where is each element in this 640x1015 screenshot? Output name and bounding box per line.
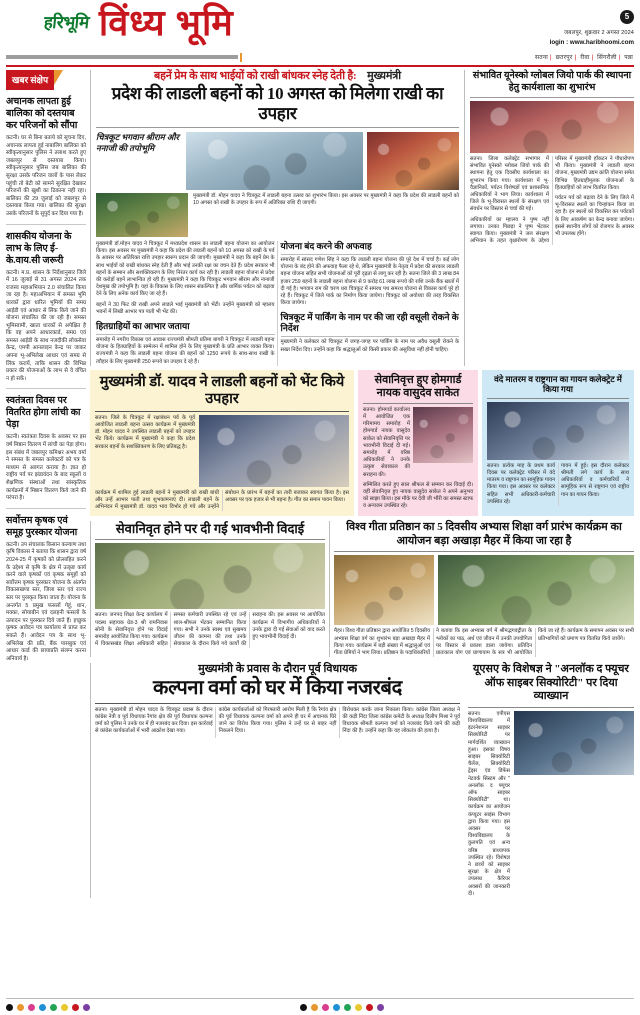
divider xyxy=(6,508,86,509)
brief-headline: सर्वोत्तम कृषक एवं समूह पुरस्कार योजना xyxy=(6,515,78,538)
story-body-2: गायन में हुई। इस दौरान कलेक्टर श्रीमती लगे कार्य के साथ अधिकारियों व कर्मचारियों ने सामूहिक रूप से राष्ट्रगान एवं राष्ट्रीय गान का गायन किया। xyxy=(561,462,629,498)
publisher-logo: हरिभूमि xyxy=(42,13,90,32)
edition-city: सिंगरौली xyxy=(597,55,617,61)
lead-subbody-2: समारोह में सांसद गणेश सिंह ने कहा कि लाडली बहना योजना की पूरे देश में चर्चा है। कई लोग योजना के बंद होने की अफवाह फैला रहे थे, लेकिन मुख्यमंत्री के नेतृत्व में प्रदेश की सरकार लाडली बहना योजना सहित सभी योजनाओं को पूरी दृढ़ता से लागू कर रही है। सतना जिले की 3 लाख 84 हजार 259 बहनों के लाडली बहना योजना से 9 करोड़ 61 लाख रूपये की राशि उनके बैंक खातों में दी गई है। भगवान राम की चरण धरा चित्रकूट में समरथ पथ समरथ योजना से विकास कार्य पूरे हो रहे हैं। चित्रकूट में जिले पार्क का निर्माण किया जायेगा। चित्रकूट को अयोध्या की तरह विकसित किया जायेगा। xyxy=(280,257,459,307)
story-body: सतना। एपीएस विश्वविद्यालय में इंटरनेशनल साइबर सिक्योरिटी पर मार्गदर्शित व्याख्यान हुआ। इसका विषय साइबर सिक्योरिटी चैलेंज, सिक्योरिटी ट्रेंड्स एंड डिफेंस नेटवर्क सिस्टम और " अनलॉक द फ्यूचर ऑफ साइबर सिक्योरिटी" था। कार्यक्रम का आयोजन कंप्यूटर साइंस विभाग द्वारा किया गया। इस अवसर पर विश्वविद्यालय के कुलपति एवं अन्य वरिष्ठ प्राध्यापक उपस्थित रहे। विशेषज्ञ ने छात्रों को साइबर सुरक्षा के क्षेत्र में उपलब्ध कैरियर अवसरों की जानकारी दी। xyxy=(468,710,510,897)
masthead-title-part1: विंध्य xyxy=(98,3,166,43)
lead-photo-third xyxy=(96,193,188,237)
story-headline: सेवानिवृत होने पर दी गई भावभीनी विदाई xyxy=(115,521,305,537)
brief-body: कटनी। उप संचालक किसान कल्याण तथा कृषि विकास ने बताया कि शासन द्वारा वर्ष 2024-25 में कृषकों को प्रोत्साहित करने के उद्देश्य से कृषि के क्षेत्र में उत्कृष्ट कार्य करने वाले कृषकों एवं कृषक समूहों को सर्वोत्तम कृषक पुरस्कार योजना के अंतर्गत विकासखण्ड स्तर, जिला स्तर एवं राज्य स्तर पर पुरस्कृत किया जाता है। योजना के अन्तर्गत 5 प्रमुख फसलों गेहूं, धान, मक्का, सोयाबीन एवं दलहनी फसलों के उत्पादन पर पुरस्कार दिये जाते हैं। इच्छुक कृषक आवेदन पत्र कार्यालय से प्राप्त कर सकते हैं। आवेदन पत्र के साथ भू-अभिलेख की प्रति, बैंक पासबुक एवं आधार कार्ड की छायाप्रति संलग्न करना अनिवार्य है। xyxy=(6,541,86,662)
story-photo xyxy=(487,402,629,460)
story-body: मैहर। विश्व गीता प्रतिष्ठान द्वारा आयोजित 5 दिवसीय अभ्यास शिक्षा वर्ग का शुभारंभ बड़ा अखाड़ा मैहर में किया गया। कार्यक्रम में बड़ी संख्या में श्रद्धालुओं एवं गीता प्रेमियों ने भाग लिया। प्रतिष्ठान के पदाधिकारियों ने बताया कि इस अभ्यास वर्ग में श्रीमद्भगवद्गीता के श्लोकों का पाठ, अर्थ एवं जीवन में उनकी उपयोगिता पर विस्तार से प्रकाश डाला जायेगा। प्रतिदिन प्रातःकाल योग एवं प्राणायाम के सत्र भी आयोजित किये जा रहे हैं। कार्यक्रम के समापन अवसर पर सभी प्रतिभागियों को प्रमाण पत्र वितरित किये जायेंगे। xyxy=(334,628,634,657)
registration-marks-right xyxy=(300,1004,384,1011)
reg-dot xyxy=(17,1004,24,1011)
divider xyxy=(96,127,459,128)
story-body-1: सतना। प्रत्येक माह के प्रथम कार्य दिवस पर कलेक्ट्रेट परिसर में वंदे मातरम व राष्ट्रगान का सामूहिक गायन किया गया। इस अवसर पर कलेक्टर सहित सभी अधिकारी-कर्मचारी उपस्थित रहे। xyxy=(487,462,555,505)
story-headline: वंदे मातरम व राष्ट्रगान का गायन कलेक्ट्रेट में किया गया xyxy=(494,373,622,395)
story-photo xyxy=(199,415,349,487)
masthead-rule-tick xyxy=(240,53,242,62)
divider xyxy=(6,224,86,225)
story-cm-gifts xyxy=(90,370,354,517)
reg-dot xyxy=(72,1004,79,1011)
lead-photo-caption: चित्रकूट भगवान श्रीराम और ननाजी की तपोभूमि xyxy=(96,132,180,153)
story-body-3: विरोधकर करके जाना निकाला किया। कांग्रेस जिला अध्यक्ष ने की कड़ी निंदा जिला कांग्रेस कमेटी के अध्यक्ष दिलीप मिश्रा ने पूर्व विधायक श्रीमती कल्पना वर्मा को नजरबंद किये जाने की कड़ी निंदा की है। उन्होंने कहा कि यह लोकतंत्र की हत्या है। xyxy=(342,706,460,735)
divider xyxy=(6,388,86,389)
lead-photo-secondary xyxy=(367,132,459,190)
lead-subhead-4: चित्रकूट में पार्किंग के नाम पर की जा रही वसूली रोकने के निर्देश xyxy=(281,312,460,337)
story-headline: सेवानिवृत्त हुए होमगार्ड नायक वासुदेव साकेत xyxy=(374,373,462,399)
page-number-badge: 5 xyxy=(620,10,634,24)
story-headline: विश्व गीता प्रतिष्ठान का 5 दिवसीय अभ्यास शिक्षा वर्ग प्रारंभ कार्यक्रम का आयोजन बड़ा अखाड़ा मैहर में किया जा रहा है xyxy=(346,521,622,547)
story-headline: कल्पना वर्मा को घर में किया नजरबंद xyxy=(153,676,402,699)
lead-subhead-2: योजना बंद करने की अफवाह xyxy=(281,241,460,255)
lead-story xyxy=(90,70,459,366)
lead-photo-row xyxy=(96,132,459,190)
reg-dot xyxy=(333,1004,340,1011)
story-body-1: सतना। जिले के चित्रकूट में रक्षाबंधन पर्व के पूर्व आयोजित लाडली बहना उत्सव कार्यक्रम में मुख्यमंत्री डॉ. मोहन यादव ने उपस्थित लाडली बहनों को उपहार भेंट किये। कार्यक्रम में मुख्यमंत्री ने कहा कि प्रदेश सरकार बहनों के सशक्तिकरण के लिए प्रतिबद्ध है। xyxy=(95,414,195,450)
lead-kicker xyxy=(96,70,459,83)
masthead-divider xyxy=(6,65,634,67)
lead-headline: प्रदेश की लाडली बहनों को 10 अगस्त को मिलेगा राखी का उपहार xyxy=(111,84,444,123)
reg-dot xyxy=(322,1004,329,1011)
reg-dot xyxy=(61,1004,68,1011)
masthead-meta xyxy=(550,4,634,46)
reg-dot xyxy=(300,1004,307,1011)
story-photo-1 xyxy=(334,555,434,625)
story-cyber-security xyxy=(464,663,634,898)
right-top-story xyxy=(464,70,634,366)
reg-dot xyxy=(28,1004,35,1011)
reg-dot xyxy=(344,1004,351,1011)
divider xyxy=(470,97,634,98)
story-vande-mataram xyxy=(482,370,634,517)
divider xyxy=(95,411,349,412)
lead-subbody-4: मुख्यमंत्री ने कलेक्टर को चित्रकूट में जगह-जगह पर पार्किंग के नाम पर अवैध वसूली रोकने के सख्त निर्देश दिए। उन्होंने कहा कि श्रद्धालुओं को किसी प्रकार की असुविधा नहीं होनी चाहिए। xyxy=(280,339,459,353)
reg-dot xyxy=(311,1004,318,1011)
right-top-headline: संभावित यूनेस्को ग्लोबल जियो पार्क की स्थापना हेतु कार्यशाला का शुभारंभ xyxy=(472,71,632,93)
brief-headline: शासकीय योजना के लाभ के लिए ई-के.वाय.सी जरूरी xyxy=(6,231,72,266)
lead-body-2: बहनों ने 30 फिट की राखी अपने लाडले भाई मुख्यमंत्री को भेंटी। उन्होंने मुख्यमंत्री को म्हालय भवनों में लिखी आभार पत्र पाती भी भेंट की। xyxy=(96,301,275,315)
right-top-body-1: सतना। जिला कलेक्ट्रेट सभागार में संभावित यूनेस्को ग्लोबल जियो पार्क की स्थापना हेतु एक दिवसीय कार्यशाला का शुभारंभ किया गया। कार्यशाला में भू-वैज्ञानिकों, पर्यटन विशेषज्ञों एवं प्रशासनिक अधिकारियों ने भाग लिया। कार्यशाला में जिले के भू-विरासत स्थलों के संरक्षण एवं संवर्धन पर विस्तार से चर्चा की गई। xyxy=(470,156,549,213)
edition-bar xyxy=(6,51,634,63)
edition-city: छतरपुर xyxy=(555,55,573,61)
right-top-body-3: पर्यटन पर्व को बढ़ावा देने के लिए जिले में भू-विरासत स्थलों का चिन्हांकन किया जा रहा है। इन स्थलों को विकसित कर पर्यटकों के लिए आकर्षण का केन्द्र बनाया जायेगा। इससे स्थानीय लोगों को रोजगार के अवसर भी उपलब्ध होंगे। xyxy=(555,195,634,238)
lead-body-1: मुख्यमंत्री डॉ.मोहन यादव ने चित्रकूट में मध्यप्रदेश शासन का लाडली बहना योजना का आयोजन किया। इस अवसर पर मुख्यमंत्री ने कहा कि प्रदेश की लाडली बहनों को 10 अगस्त को राखी के पर्व के अवसर पर अतिरिक्त राशि उपहार स्वरूप प्रदान की जाएगी। मुख्यमंत्री ने कहा कि बहनें प्रेम के साथ भाईयों को राखी बांधकर स्नेह देती हैं और भाई उनकी रक्षा का वचन देते हैं। प्रदेश सरकार भी बहनों के सम्मान और सशक्तिकरण के लिए निरंतर कार्य कर रही है। लाडली बहना योजना से प्रदेश की करोड़ों बहनें लाभान्वित हो रही हैं। मुख्यमंत्री ने कहा कि चित्रकूट भगवान श्रीराम और नानाजी देशमुख की तपोभूमि है। यहां के विकास के लिए शासन संकल्पित है और धार्मिक पर्यटन को बढ़ावा देने के लिए अनेक कार्य किए जा रहे हैं। xyxy=(96,241,275,298)
story-headline-line2: ऑफ साइबर सिक्योरिटी" पर दिया व्याख्यान xyxy=(484,676,618,703)
story-kalpana-verma xyxy=(90,663,460,898)
masthead-title xyxy=(99,4,234,42)
story-photo xyxy=(514,711,634,775)
reg-dot xyxy=(377,1004,384,1011)
story-photo xyxy=(413,407,473,463)
news-brief-sidebar xyxy=(6,70,86,1000)
divider xyxy=(363,403,473,404)
divider xyxy=(95,703,460,704)
lead-kicker-attribution: मुख्यमंत्री xyxy=(367,70,401,82)
lead-subhead-1: हितग्राहियों का आभार जताया xyxy=(96,321,275,335)
story-body-2: कार्यक्रम में शामिल हुई लाडली बहनों ने मुख्यमंत्री को राखी बांधी और उन्हें आभार पाती तथा शुभकामनाएं दीं। लाडली बहनें के अभिनंदन में मुख्यमंत्री डॉ. यादव भाव विभोर हो गये और उन्होंने संबोधन के प्रारंभ में बहनों का तारी बजाकर स्वागत किया है। इस अवसर पर एक हजार से भी बहना है। गीत का समान पावन किया। xyxy=(95,489,349,511)
registration-marks-left xyxy=(6,1004,90,1011)
right-top-photo xyxy=(470,101,634,153)
news-brief-badge-label: खबर संक्षेप xyxy=(6,70,54,90)
website-login-line: login : www.haribhoomi.com xyxy=(549,38,634,46)
divider xyxy=(487,398,629,399)
story-body-2: कांग्रेस कार्यकर्ताओं को गिरफ्तारी आरोप मिली है कि रैगांव क्षेत्र की पूर्व विधायक कल्पना वर्मा को अपने ही घर में अचानक घिरे जाने का विरोध किया गया। पुलिस ने उन्हें घर से बाहर नहीं निकलने दिया। xyxy=(218,706,337,735)
story-homeguard-retirement xyxy=(358,370,478,517)
reg-dot xyxy=(355,1004,362,1011)
news-brief-badge xyxy=(6,70,86,90)
story-farewell xyxy=(90,521,325,657)
story-gita-pratishthan xyxy=(329,521,634,657)
story-photo xyxy=(95,543,325,609)
story-body-2: सम्मिलित करते हुए साल श्रीफल से सम्मान कर विदाई दी। वहीं सेवानिवृत्त हुए नायक वासुदेव साकेत ने अपने अनुभव को साझा किया। इस मौके पर देवी जी भौंरी का समस्त स्टाफ व अन्यजन उपस्थित रहे। xyxy=(363,481,474,510)
masthead-rule xyxy=(6,55,238,59)
lead-photo-main xyxy=(186,132,363,190)
second-band xyxy=(90,521,634,657)
edition-city: पन्ना xyxy=(624,55,633,61)
brief-headline: अचानक लापता हुई बालिका को दस्तयाब कर परिजनों को सौंपा xyxy=(6,97,78,131)
bottom-band xyxy=(90,663,634,898)
story-headline-line1: यूएसए के विशेषज्ञ ने "अनलॉक द फ्यूचर xyxy=(473,663,629,676)
divider xyxy=(468,707,634,708)
mid-band xyxy=(90,370,634,517)
brief-headline: स्वतंत्रता दिवस पर वितरित होगा लांची का पेड़ा xyxy=(6,396,81,431)
edition-city: सतना xyxy=(534,55,548,61)
masthead xyxy=(6,4,634,50)
edition-city-list: सतना | छतरपुर | रीवा | सिंगरौली | पन्ना xyxy=(534,55,633,61)
divider xyxy=(95,539,325,540)
brief-body: कटनी। म.प्र. शासन के निर्देशानुसार जिले में 16 जुलाई से 31 अगस्त 2024 तक राजस्व महाअभियान 2.0 संचालित किया जा रहा है। महाअभियान में समस्त भूमि धारकों द्वारा धारित भूमियों की समग्र आईडी एवं आधार से लिंक किये जाने की योजना संचालित की जा रही है। समस्त भूमिस्वामी, खाता धारकों से अपेक्षित है कि वह अपने आधारकार्ड, समग्र एवं समस्त आईडी के साथ नजदीकी लोकसेवा केन्द्र, एमपी आनलाइन केन्द्र पर जाकर अपना भू-अभिलेख आधार एवं समग्र से लिंक करायें, ताकि शासन की विभिन्न प्रकार की योजनाओं के लाभ से वे वंचित न हो सकें। xyxy=(6,269,86,382)
story-photo-2 xyxy=(438,555,634,625)
lead-photo-subcaption: मुख्यमंत्री डॉ. मोहन यादव ने चित्रकूट में लाडली बहना उत्सव का शुभारंभ किया। इस अवसर पर मुख्यमंत्री ने कहा कि प्रदेश की लाडली बहनों को 10 अगस्त को राखी के उपहार के रूप में अतिरिक्त राशि दी जाएगी। xyxy=(193,193,459,207)
brief-body: कटनी। स्वतंत्रता दिवस के अवसर पर इस वर्ष मिष्ठान वितरण में लांची का पेड़ा होगा। इस संबंध में जबलपुर कमिश्नर अभय वर्मा ने समस्त के समस्त कलेक्टरों को पत्र के माध्यम से अवगत कराया है। ज्ञात हो राष्ट्रीय पर्व पर झंडावंदन के बाद स्कूलों व शैक्षणिक संस्थाओं तथा सांस्कृतिक कार्यक्रमों में मिष्ठान वितरण किये जाने की परंपरा है। xyxy=(6,434,86,502)
story-headline: मुख्यमंत्री डॉ. यादव ने लाडली बहनों को भेंट किये उपहार xyxy=(99,373,345,407)
edition-city: रीवा xyxy=(580,55,590,61)
reg-dot xyxy=(50,1004,57,1011)
story-body-1: सतना। मुख्यमंत्री डॉ मोहन यादव के चित्रकूट प्रवास के दौरान कांग्रेस नेत्री व पूर्व विधायक रैगांव क्षेत्र की पूर्व विधायक कल्पना वर्मा को पुलिस ने उनके घर में ही नजरबंद कर दिया। इस कार्रवाई से कांग्रेस कार्यकर्ताओं में भारी आक्रोश देखा गया। xyxy=(95,706,213,735)
footer-divider xyxy=(6,998,634,999)
reg-dot xyxy=(366,1004,373,1011)
reg-dot xyxy=(39,1004,46,1011)
reg-dot xyxy=(83,1004,90,1011)
story-kicker: मुख्यमंत्री के प्रवास के दौरान पूर्व विधायक xyxy=(198,663,357,676)
flag-icon xyxy=(54,70,63,85)
reg-dot xyxy=(6,1004,13,1011)
story-body: सतना। जनपद शिक्षा केन्द्र कार्यालय में पदस्थ सहायक ग्रेड-3 श्री रामनिवास सोनी के सेवानिवृत्त होने पर विदाई समारोह आयोजित किया गया। कार्यक्रम में विकासखंड शिक्षा अधिकारी सहित समस्त कर्मचारी उपस्थित रहे एवं उन्हें शाल-श्रीफल भेंटकर सम्मानित किया गया। सभी ने उनके स्वस्थ एवं सुखमय जीवन की कामना की तथा उनके सेवाकाल के दौरान किये गये कार्यों की सराहना की। इस अवसर पर आयोजित कार्यक्रम में विभागीय अधिकारियों ने उनके द्वारा दी गई सेवाओं को याद करते हुए भावभीनी विदाई दी। xyxy=(95,612,325,648)
brief-body: कटनी। घर से बिना बताये को सूचना दिए, अचानक लापता हुई नाबालिग बालिका को स्वीकृत्यानुसार पुलिस ने तलाश करते हुए जबलपुर से दस्तयाब किया। स्वीकृत्यानुसार पुलिस जब बालिका की सुरक्षा उसके परिजन वालों के पास लेकर पहुंची तो बेटी को सामने सुरक्षित देखकर परिजनों की खुशी का ठिकाना नहीं रहा। बालिका की 29 जुलाई को जबलपुर से दस्तयाब किया गया। बालिका की सुरक्षा उसके परिजनों के सुपुर्द कर दिया गया है। xyxy=(6,135,86,217)
publication-date: जबलपुर, शुक्रवार 2 अगस्त 2024 xyxy=(564,29,634,36)
divider xyxy=(334,551,634,552)
lead-subbody-1: समारोह में नगरीय विकास एवं आवास राज्यमंत्री श्रीमती प्रतिमा बागरी ने चित्रकूट में लाडली बहना योजना के हितग्राहियों के सम्मेलन में शामिल होने के लिए मुख्यमंत्री के प्रति आभार व्यक्त किया। राज्यमंत्री ने कहा कि लाडली बहना योजना की बहनों को 1250 रूपये के साथ-साथ राखी के त्यौहार के लिए मुख्यमंत्री 250 रूपये का उपहार दे रहे हैं। xyxy=(96,337,275,365)
page-grid xyxy=(6,70,634,1000)
masthead-title-part2: भूमि xyxy=(175,3,234,43)
lead-kicker-text: बहनें प्रेम के साथ भाईयों को राखी बांधकर स्नेह देती है: xyxy=(154,70,357,82)
right-top-body-2: अधिकारियों का म्हालय ने पुष्प नहीं लगाया। उनका पिछड़ा ने पुष्प भेंटकर स्वागत किया। मुख्यमंत्री ने जल संरक्षण अभियान के तहत वृक्षारोपण के उद्देश्य परिसर में मुख्यमंत्री हाँकटन ने पौधारोपण भी किया। मुख्यमंत्री ने लाडली बहना योजना, मुख्यमंत्री उद्यम क्रांति योजना समेत विभिन्न हितग्राहीमूलक योजनाओं के हितग्राहियों को लाभ वितरित किया। xyxy=(470,156,634,245)
story-body-1: सतना। होमगार्ड कार्यालय में आयोजित एक गरिमामय समारोह में होमगार्ड नायक वासुदेव साकेत को सेवानिवृत्ति पर भावभीनी विदाई दी गई। समारोह में वरिष्ठ अधिकारियों ने उनके उत्कृष्ट सेवाकाल की सराहना की। xyxy=(363,406,410,478)
